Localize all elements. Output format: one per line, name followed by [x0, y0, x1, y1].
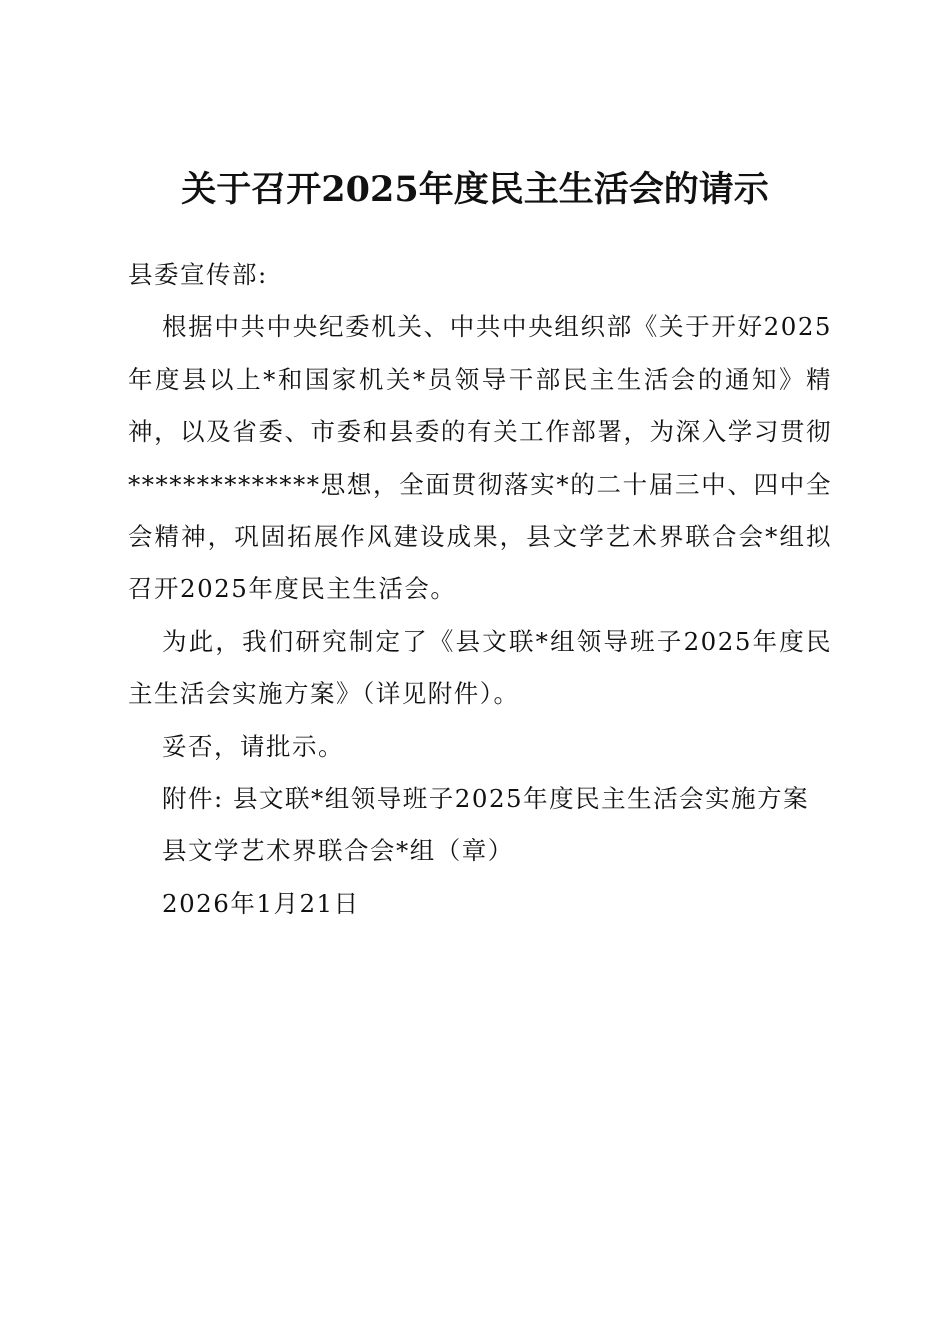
date-line: 2026年1月21日 [162, 888, 360, 918]
paragraph-basis: 根据中共中央纪委机关、中共中央组织部《关于开好2025年度县以上*和国家机关*员领导干部民主生活会的通知》精神，以及省委、市委和县委的有关工作部署，为深入学习贯彻**************思想，全面贯彻落实*的二十届三中、四中全会精神，巩固拓展作风建设成果，县文学艺术界联合会*组拟召开2025年度民主生活会。 [128, 312, 832, 604]
signature-line: 县文学艺术界联合会*组（章） [162, 836, 514, 866]
document-body [128, 249, 832, 930]
salutation: 县委宣传部: [128, 260, 268, 289]
document-title: 关于召开2025年度民主生活会的请示 [181, 169, 769, 210]
request-line: 妥否，请批示。 [162, 731, 344, 761]
paragraph-plan: 为此，我们研究制定了《县文联*组领导班子2025年度民主生活会实施方案》（详见附件）。 [128, 626, 832, 709]
attachment-line: 附件: 县文联*组领导班子2025年度民主生活会实施方案 [162, 784, 810, 814]
